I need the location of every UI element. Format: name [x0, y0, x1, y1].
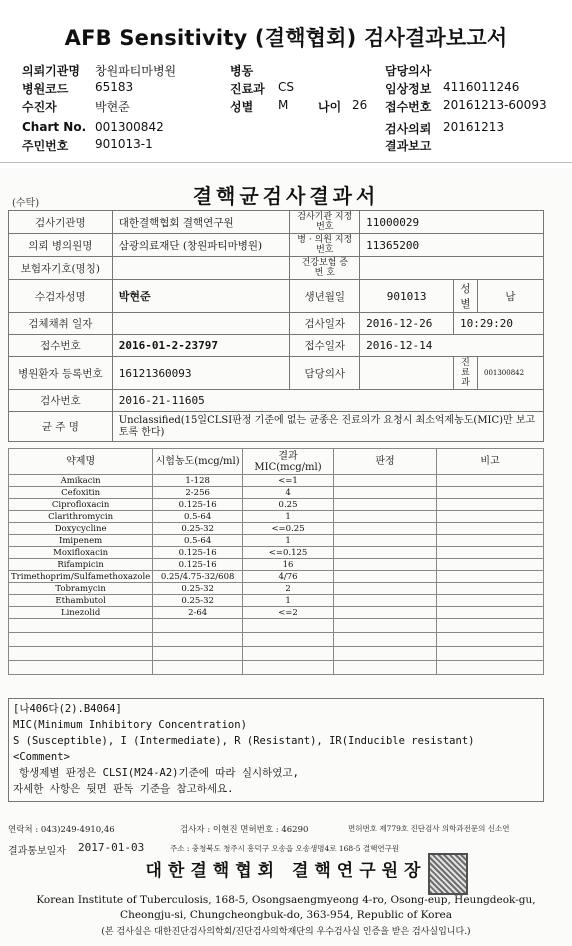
patient-value: 박현준 — [95, 100, 130, 114]
hosp-value: 삼광의료재단 (창원파티마병원) — [112, 234, 290, 257]
test-range-cell: 0.5-64 — [153, 535, 243, 547]
mic-result-cell: 1 — [243, 595, 334, 607]
drug-name-cell: Clarithromycin — [9, 511, 153, 523]
test-range-cell: 2-64 — [153, 607, 243, 619]
test-range-cell: 1-128 — [153, 475, 243, 487]
empty-cell — [437, 647, 544, 661]
english-address-2: Cheongju-si, Chungcheongbuk-do, 363-954, Republic of Korea — [120, 909, 452, 921]
name-value: 박현준 — [112, 280, 290, 313]
health-label: 건강보험 증 번 호 — [290, 257, 360, 280]
age-value: 26 — [352, 98, 368, 112]
report-legend: S (Susceptible), I (Intermediate), R (Resistant), IR(Inducible resistant) — [13, 735, 475, 747]
mic-result-cell: 4/76 — [243, 571, 334, 583]
doctor-label-doc: 담당의사 — [290, 357, 360, 390]
report-title: AFB Sensitivity (결핵협회) 검사결과보고서 — [64, 26, 508, 50]
test-time-value: 10:29:20 — [454, 313, 544, 335]
mic-result-cell: 1 — [243, 511, 334, 523]
header-divider — [0, 162, 572, 163]
empty-cell — [437, 661, 544, 675]
mic-result-cell: <=1 — [243, 475, 334, 487]
note-cell — [437, 511, 544, 523]
interpretation-cell — [334, 487, 437, 499]
license: 면허번호 제779호 진단검사 의학과전문의 신소연 — [348, 824, 510, 833]
empty-cell — [334, 619, 437, 633]
reg-label: 병원환자 등록번호 — [9, 357, 113, 390]
note-cell — [437, 559, 544, 571]
receipt-label: 접수번호 — [385, 100, 432, 114]
dept-label-doc: 진료과 — [454, 357, 478, 390]
col-drug: 약제명 — [9, 449, 153, 475]
health-value — [360, 257, 544, 280]
sex-value: M — [278, 98, 289, 112]
ward-label: 병동 — [230, 64, 254, 78]
interpretation-cell — [334, 499, 437, 511]
mic-result-cell: 1 — [243, 535, 334, 547]
lab-no-value: 11000029 — [360, 211, 544, 234]
test-range-cell: 2-256 — [153, 487, 243, 499]
empty-row — [9, 661, 544, 675]
drug-row — [9, 559, 544, 571]
id-value: 901013-1 — [95, 137, 153, 151]
test-range-cell: 0.5-64 — [153, 511, 243, 523]
age-label: 나이 — [318, 100, 342, 114]
interpretation-cell — [334, 559, 437, 571]
col-note: 비고 — [437, 449, 544, 475]
drug-row — [9, 607, 544, 619]
drug-row — [9, 475, 544, 487]
test-no-value: 2016-21-11605 — [112, 390, 543, 412]
empty-cell — [243, 619, 334, 633]
note-cell — [437, 535, 544, 547]
report-comment-label: <Comment> — [13, 751, 70, 763]
drug-name-cell: Cefoxitin — [9, 487, 153, 499]
empty-cell — [153, 633, 243, 647]
mic-result-cell: <=0.25 — [243, 523, 334, 535]
empty-cell — [153, 619, 243, 633]
chart-label: Chart No. — [22, 120, 87, 134]
empty-row — [9, 647, 544, 661]
empty-cell — [153, 647, 243, 661]
collect-value — [112, 313, 290, 335]
drug-name-cell: Ciprofloxacin — [9, 499, 153, 511]
receipt-label-doc: 접수번호 — [9, 335, 113, 357]
mic-result-cell: <=0.125 — [243, 547, 334, 559]
english-address-1: Korean Institute of Tuberculosis, 168-5, Osongsaengmyeong 4-ro, Osong-eup, Heungdeok-gu, — [36, 894, 536, 906]
receipt-date-value: 2016-12-14 — [360, 335, 544, 357]
empty-cell — [243, 661, 334, 675]
interpretation-cell — [334, 547, 437, 559]
empty-cell — [243, 633, 334, 647]
request-label: 검사의뢰 — [385, 122, 432, 136]
empty-cell — [437, 619, 544, 633]
drug-row — [9, 547, 544, 559]
drug-name-cell: Trimethoprim/Sulfamethoxazole — [9, 571, 153, 583]
receipt-date-label: 접수일자 — [290, 335, 360, 357]
interpretation-cell — [334, 607, 437, 619]
empty-row — [9, 633, 544, 647]
sex-value-doc: 남 — [477, 280, 543, 313]
interpretation-cell — [334, 583, 437, 595]
dob-value: 901013 — [360, 280, 454, 313]
drug-row — [9, 511, 544, 523]
empty-cell — [9, 633, 153, 647]
interpretation-cell — [334, 511, 437, 523]
report-mic-def: MIC(Minimum Inhibitory Concentration) — [13, 719, 247, 731]
scanned-document — [0, 168, 572, 946]
chart-value: 001300842 — [95, 120, 164, 134]
empty-cell — [334, 647, 437, 661]
institute-name: 대한결핵협회 결핵연구원장 — [145, 861, 427, 881]
col-mic: 결과 MIC(mcg/ml) — [243, 449, 334, 475]
test-range-cell: 0.25-32 — [153, 523, 243, 535]
drug-name-cell: Doxycycline — [9, 523, 153, 535]
test-range-cell: 0.125-16 — [153, 547, 243, 559]
id-label: 주민번호 — [22, 139, 69, 153]
empty-cell — [153, 661, 243, 675]
mic-result-cell: 4 — [243, 487, 334, 499]
inst-value: 창원파티마병원 — [95, 64, 177, 78]
doctor-value-doc — [360, 357, 454, 390]
drug-table — [8, 448, 544, 675]
test-range-cell: 0.25-32 — [153, 595, 243, 607]
drug-row — [9, 487, 544, 499]
test-date-label: 검사일자 — [290, 313, 360, 335]
note-cell — [437, 499, 544, 511]
clinical-value: 4116011246 — [443, 80, 520, 94]
report-comment-2: 자세한 사항은 뒷면 판독 기준을 참고하세요. — [13, 783, 234, 795]
drug-row — [9, 571, 544, 583]
drug-name-cell: Amikacin — [9, 475, 153, 487]
test-no-label: 검사번호 — [9, 390, 113, 412]
mic-result-cell: 2 — [243, 583, 334, 595]
drug-row — [9, 583, 544, 595]
col-range: 시험농도(mcg/ml) — [153, 449, 243, 475]
drug-name-cell: Linezolid — [9, 607, 153, 619]
contact: 연락처 : 043)249-4910,46 — [8, 825, 115, 835]
empty-cell — [243, 647, 334, 661]
empty-cell — [437, 633, 544, 647]
doctor-label: 담당의사 — [385, 64, 432, 78]
report-code: [나406다(2).B4064] — [13, 703, 122, 715]
dept-label: 진료과 — [230, 82, 265, 96]
patient-label: 수진자 — [22, 100, 57, 114]
test-range-cell: 0.125-16 — [153, 559, 243, 571]
result-label: 결과보고 — [385, 139, 432, 153]
drug-row — [9, 595, 544, 607]
cert-notice: (본 검사실은 대한진단검사의학회/진단검사의학재단의 우수검사실 인증을 받은 검사실입니다.) — [101, 927, 471, 937]
reg-value: 16121360093 — [112, 357, 290, 390]
receipt-value: 20161213-60093 — [443, 98, 547, 112]
empty-cell — [9, 619, 153, 633]
interpretation-cell — [334, 475, 437, 487]
doc-title: 결핵균검사결과서 — [192, 184, 380, 208]
drug-name-cell: Rifampicin — [9, 559, 153, 571]
info-table — [8, 210, 544, 442]
note-cell — [437, 523, 544, 535]
interpretation-cell — [334, 535, 437, 547]
official-seal — [428, 853, 468, 895]
collect-label: 검체채취 일자 — [9, 313, 113, 335]
note-cell — [437, 547, 544, 559]
drug-name-cell: Tobramycin — [9, 583, 153, 595]
drug-row — [9, 535, 544, 547]
dept-value: CS — [278, 80, 294, 94]
name-label: 수검자성명 — [9, 280, 113, 313]
interpretation-cell — [334, 523, 437, 535]
request-value: 20161213 — [443, 120, 505, 134]
note-cell — [437, 571, 544, 583]
interpretation-cell — [334, 595, 437, 607]
report-comment-1: 항생제별 판정은 CLSI(M24-A2)기준에 따라 실시하였고, — [19, 767, 299, 779]
sex-label-doc: 성별 — [454, 280, 478, 313]
hosp-no-value: 11365200 — [360, 234, 544, 257]
report-notes — [8, 698, 544, 802]
mic-result-cell: 16 — [243, 559, 334, 571]
clinical-label: 임상정보 — [385, 82, 432, 96]
empty-cell — [9, 647, 153, 661]
drug-name-cell: Imipenem — [9, 535, 153, 547]
examiner: 검사자 : 이현진 면허번호 : 46290 — [180, 825, 309, 835]
address-kr: 주소 : 충청북도 청주시 흥덕구 오송읍 오송생명4로 168-5 결핵연구원 — [170, 844, 400, 853]
code-label: 병원코드 — [22, 82, 69, 96]
doc-tag: (수탁) — [12, 198, 40, 209]
drug-name-cell: Moxifloxacin — [9, 547, 153, 559]
insurer-label: 보험자기호(명칭) — [9, 257, 113, 280]
empty-row — [9, 619, 544, 633]
drug-row — [9, 499, 544, 511]
interpretation-cell — [334, 571, 437, 583]
sex-label: 성별 — [230, 100, 254, 114]
test-date-value: 2016-12-26 — [360, 313, 454, 335]
dept-value-doc: 001300842 — [477, 357, 543, 390]
note-cell — [437, 607, 544, 619]
lab-label: 검사기관명 — [9, 211, 113, 234]
note-cell — [437, 487, 544, 499]
test-range-cell: 0.125-16 — [153, 499, 243, 511]
empty-cell — [334, 633, 437, 647]
drug-row — [9, 523, 544, 535]
note-cell — [437, 595, 544, 607]
code-value: 65183 — [95, 80, 134, 94]
col-interp: 판정 — [334, 449, 437, 475]
test-range-cell: 0.25-32 — [153, 583, 243, 595]
species-value: Unclassified(15일CLSI판정 기준에 없는 균종은 진료의가 요청시 최소억제농도(MIC)만 보고토록 한다) — [112, 412, 543, 442]
inst-label: 의뢰기관명 — [22, 64, 80, 78]
mic-result-cell: <=2 — [243, 607, 334, 619]
empty-cell — [9, 661, 153, 675]
mic-result-cell: 0.25 — [243, 499, 334, 511]
insurer-value — [112, 257, 290, 280]
note-cell — [437, 475, 544, 487]
notify-label: 결과통보일자 — [8, 846, 66, 857]
note-cell — [437, 583, 544, 595]
hosp-no-label: 병 · 의원 지정번호 — [290, 234, 360, 257]
empty-cell — [334, 661, 437, 675]
lab-no-label: 검사기관 지정번호 — [290, 211, 360, 234]
species-label: 균 주 명 — [9, 412, 113, 442]
receipt-value-doc: 2016-01-2-23797 — [112, 335, 290, 357]
drug-name-cell: Ethambutol — [9, 595, 153, 607]
hosp-label: 의뢰 병의원명 — [9, 234, 113, 257]
dob-label: 생년월일 — [290, 280, 360, 313]
notify-date: 2017-01-03 — [78, 841, 145, 854]
lab-value: 대한결핵협회 결핵연구원 — [112, 211, 290, 234]
test-range-cell: 0.25/4.75-32/608 — [153, 571, 243, 583]
